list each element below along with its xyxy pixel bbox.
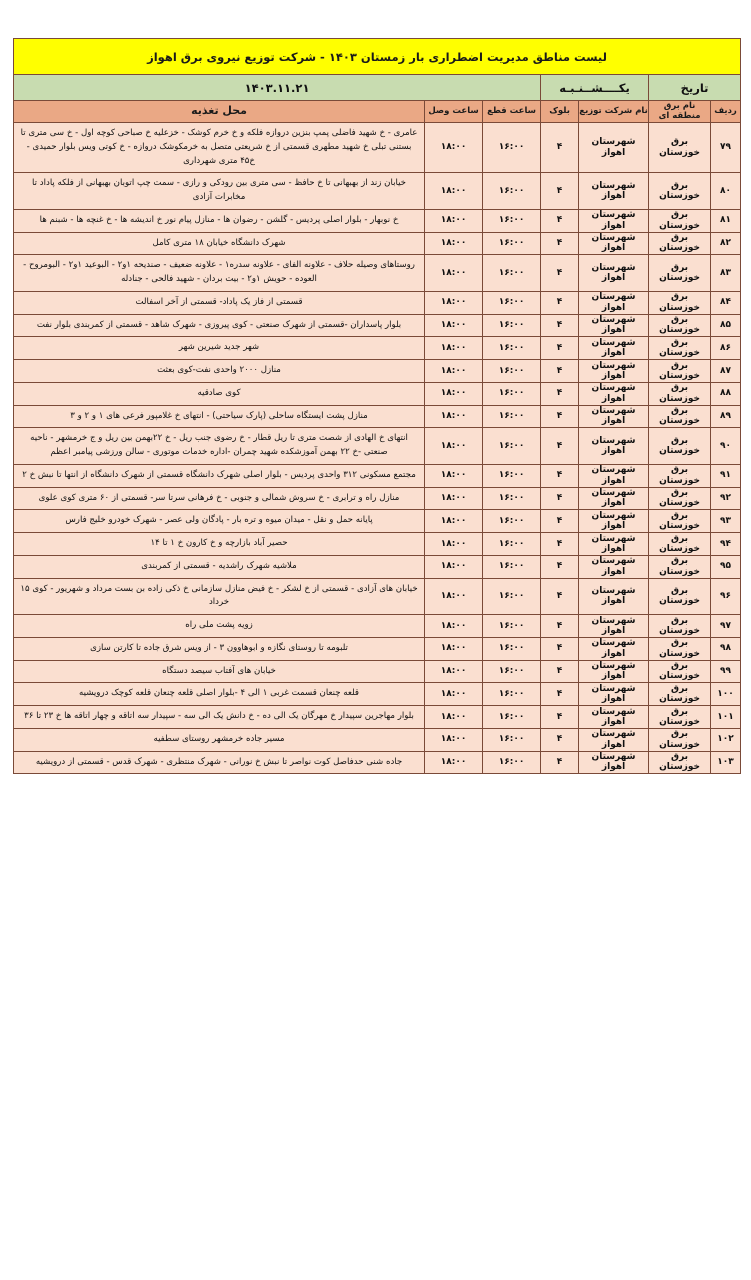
- cell-time-on: ۱۸:۰۰: [425, 578, 483, 615]
- column-header-time-off: ساعت قطع: [483, 101, 541, 123]
- cell-region: برق خوزستان: [649, 314, 711, 337]
- cell-region: برق خوزستان: [649, 464, 711, 487]
- cell-company: شهرستان اهواز: [579, 751, 649, 774]
- cell-time-on: ۱۸:۰۰: [425, 533, 483, 556]
- cell-description: شهر جدید شیرین شهر: [14, 337, 425, 360]
- cell-time-on: ۱۸:۰۰: [425, 173, 483, 210]
- cell-row-no: ۸۶: [711, 337, 741, 360]
- cell-company: شهرستان اهواز: [579, 510, 649, 533]
- column-header-block: بلوک: [541, 101, 579, 123]
- table-row: [14, 555, 741, 578]
- cell-region: برق خوزستان: [649, 232, 711, 255]
- cell-row-no: ۸۹: [711, 405, 741, 428]
- cell-time-on: ۱۸:۰۰: [425, 232, 483, 255]
- cell-time-on: ۱۸:۰۰: [425, 510, 483, 533]
- cell-description: کوی صادقیه: [14, 382, 425, 405]
- cell-company: شهرستان اهواز: [579, 337, 649, 360]
- cell-description: انتهای خ الهادی از شصت متری تا ریل قطار - خ رضوی جنب ریل - خ ۲۲بهمن بین ریل و ج خرمشهر - ناحیه صنعتی -خ ۲۲ بهمن آموزشکده شهید چمران -اداره خدمات موتوری - سالن ورزشی پیامبر اعظم: [14, 428, 425, 465]
- cell-time-on: ۱۸:۰۰: [425, 728, 483, 751]
- cell-time-on: ۱۸:۰۰: [425, 314, 483, 337]
- cell-time-on: ۱۸:۰۰: [425, 683, 483, 706]
- cell-time-on: ۱۸:۰۰: [425, 255, 483, 292]
- date-weekday: یکــــشــنـبـه: [541, 75, 649, 101]
- cell-region: برق خوزستان: [649, 751, 711, 774]
- cell-block: ۴: [541, 405, 579, 428]
- table-row: [14, 382, 741, 405]
- cell-time-off: ۱۶:۰۰: [483, 428, 541, 465]
- cell-time-off: ۱۶:۰۰: [483, 123, 541, 173]
- cell-block: ۴: [541, 255, 579, 292]
- cell-time-off: ۱۶:۰۰: [483, 360, 541, 383]
- cell-time-on: ۱۸:۰۰: [425, 405, 483, 428]
- cell-description: بلوار پاسداران -قسمتی از شهرک صنعتی - کوی پیروزی - شهرک شاهد - قسمتی از کمربندی بلوار نفت: [14, 314, 425, 337]
- table-row: [14, 405, 741, 428]
- cell-company: شهرستان اهواز: [579, 555, 649, 578]
- cell-description: حصیر آباد بازارچه و خ کارون خ ۱ تا ۱۴: [14, 533, 425, 556]
- cell-row-no: ۹۲: [711, 487, 741, 510]
- cell-time-off: ۱۶:۰۰: [483, 728, 541, 751]
- cell-description: جاده شنی حدفاصل کوت نواصر تا نبش خ نورانی - شهرک منتظری - شهرک قدس - قسمتی از درویشیه: [14, 751, 425, 774]
- cell-time-on: ۱۸:۰۰: [425, 382, 483, 405]
- cell-row-no: ۸۱: [711, 209, 741, 232]
- cell-company: شهرستان اهواز: [579, 232, 649, 255]
- table-row: [14, 637, 741, 660]
- cell-row-no: ۸۷: [711, 360, 741, 383]
- cell-time-off: ۱۶:۰۰: [483, 405, 541, 428]
- cell-company: شهرستان اهواز: [579, 683, 649, 706]
- cell-company: شهرستان اهواز: [579, 405, 649, 428]
- cell-description: زویه پشت ملی راه: [14, 615, 425, 638]
- cell-company: شهرستان اهواز: [579, 533, 649, 556]
- cell-region: برق خوزستان: [649, 660, 711, 683]
- cell-time-off: ۱۶:۰۰: [483, 533, 541, 556]
- cell-row-no: ۹۸: [711, 637, 741, 660]
- cell-block: ۴: [541, 123, 579, 173]
- table-row: [14, 314, 741, 337]
- cell-block: ۴: [541, 728, 579, 751]
- cell-row-no: ۹۶: [711, 578, 741, 615]
- cell-company: شهرستان اهواز: [579, 382, 649, 405]
- cell-time-off: ۱۶:۰۰: [483, 209, 541, 232]
- cell-time-off: ۱۶:۰۰: [483, 337, 541, 360]
- page-title: لیست مناطق مدیریت اضطراری بار زمستان ۱۴۰۳ - شرکت توزیع نیروی برق اهواز: [14, 39, 741, 75]
- cell-block: ۴: [541, 232, 579, 255]
- cell-row-no: ۸۳: [711, 255, 741, 292]
- cell-description: خ نوبهار - بلوار اصلی پردیس - گلشن - رضوان ها - منازل پیام نور خ اندیشه ها - خ غنچه ها - شبنم ها: [14, 209, 425, 232]
- cell-region: برق خوزستان: [649, 637, 711, 660]
- cell-time-off: ۱۶:۰۰: [483, 464, 541, 487]
- cell-region: برق خوزستان: [649, 487, 711, 510]
- cell-time-on: ۱۸:۰۰: [425, 337, 483, 360]
- column-header-row: [14, 101, 741, 123]
- cell-time-on: ۱۸:۰۰: [425, 428, 483, 465]
- cell-time-off: ۱۶:۰۰: [483, 510, 541, 533]
- cell-company: شهرستان اهواز: [579, 464, 649, 487]
- cell-row-no: ۱۰۰: [711, 683, 741, 706]
- table-row: [14, 660, 741, 683]
- cell-description: منازل راه و ترابری - خ سروش شمالی و جنوبی - خ فرهانی سرتا سر- قسمتی از ۶۰ متری کوی علوی: [14, 487, 425, 510]
- cell-company: شهرستان اهواز: [579, 173, 649, 210]
- cell-time-off: ۱۶:۰۰: [483, 637, 541, 660]
- cell-company: شهرستان اهواز: [579, 314, 649, 337]
- cell-description: عامری - خ شهید فاضلی پمپ بنزین دروازه فلکه و خ خرم کوشک - خزعلیه خ صباحی کوچه اول - خ سی متری تا بستنی تبلی خ شهید مطهری قسمتی از خ شریعتی متصل به خرمکوشک دروازه - خ کوتی ویس بلوار حمیدی - خ۴۵ متری شهرداری: [14, 123, 425, 173]
- cell-time-off: ۱۶:۰۰: [483, 314, 541, 337]
- cell-company: شهرستان اهواز: [579, 428, 649, 465]
- cell-company: شهرستان اهواز: [579, 123, 649, 173]
- cell-region: برق خوزستان: [649, 173, 711, 210]
- cell-company: شهرستان اهواز: [579, 637, 649, 660]
- cell-row-no: ۸۴: [711, 291, 741, 314]
- cell-region: برق خوزستان: [649, 382, 711, 405]
- table-row: [14, 337, 741, 360]
- cell-time-on: ۱۸:۰۰: [425, 464, 483, 487]
- cell-time-on: ۱۸:۰۰: [425, 706, 483, 729]
- cell-time-off: ۱۶:۰۰: [483, 487, 541, 510]
- table-row: [14, 173, 741, 210]
- cell-block: ۴: [541, 510, 579, 533]
- cell-company: شهرستان اهواز: [579, 728, 649, 751]
- cell-block: ۴: [541, 291, 579, 314]
- cell-region: برق خوزستان: [649, 683, 711, 706]
- table-row: [14, 751, 741, 774]
- cell-company: شهرستان اهواز: [579, 255, 649, 292]
- column-header-description: محل تغذیه: [14, 101, 425, 123]
- cell-time-off: ۱۶:۰۰: [483, 578, 541, 615]
- cell-region: برق خوزستان: [649, 578, 711, 615]
- cell-block: ۴: [541, 428, 579, 465]
- cell-description: خیابان زند از بهبهانی تا خ حافظ - سی متری بین رودکی و رازی - سمت چپ اتوبان بهبهانی از فلکه پاداد تا مخابرات آزادی: [14, 173, 425, 210]
- date-row: [14, 75, 741, 101]
- cell-time-on: ۱۸:۰۰: [425, 291, 483, 314]
- cell-row-no: ۹۴: [711, 533, 741, 556]
- cell-time-off: ۱۶:۰۰: [483, 683, 541, 706]
- cell-region: برق خوزستان: [649, 405, 711, 428]
- cell-time-off: ۱۶:۰۰: [483, 615, 541, 638]
- cell-row-no: ۸۵: [711, 314, 741, 337]
- cell-row-no: ۸۲: [711, 232, 741, 255]
- cell-row-no: ۹۹: [711, 660, 741, 683]
- column-header-time-on: ساعت وصل: [425, 101, 483, 123]
- cell-time-on: ۱۸:۰۰: [425, 360, 483, 383]
- cell-time-on: ۱۸:۰۰: [425, 637, 483, 660]
- cell-row-no: ۸۰: [711, 173, 741, 210]
- cell-time-off: ۱۶:۰۰: [483, 706, 541, 729]
- cell-block: ۴: [541, 464, 579, 487]
- column-header-company: نام شرکت توزیع: [579, 101, 649, 123]
- column-header-region: نام برق منطقه ای: [649, 101, 711, 123]
- cell-description: منازل پشت ایستگاه ساحلی (پارک سیاحتی) - انتهای خ غلامپور فرعی های ۱ و ۲ و ۳: [14, 405, 425, 428]
- table-row: [14, 428, 741, 465]
- cell-company: شهرستان اهواز: [579, 578, 649, 615]
- cell-time-off: ۱۶:۰۰: [483, 291, 541, 314]
- cell-time-off: ۱۶:۰۰: [483, 232, 541, 255]
- cell-description: مجتمع مسکونی ۳۱۲ واحدی پردیس - بلوار اصلی شهرک دانشگاه قسمتی از شهرک دانشگاه از انتها تا نبش خ ۲: [14, 464, 425, 487]
- cell-time-on: ۱۸:۰۰: [425, 123, 483, 173]
- cell-row-no: ۹۵: [711, 555, 741, 578]
- cell-region: برق خوزستان: [649, 728, 711, 751]
- cell-time-on: ۱۸:۰۰: [425, 487, 483, 510]
- cell-description: منازل ۲۰۰۰ واحدی نفت-کوی بعثت: [14, 360, 425, 383]
- table-row: [14, 615, 741, 638]
- cell-description: قسمتی از فاز یک پاداد- قسمتی از آخر اسفالت: [14, 291, 425, 314]
- cell-row-no: ۹۳: [711, 510, 741, 533]
- date-value: ۱۴۰۳.۱۱.۲۱: [14, 75, 541, 101]
- table-row: [14, 706, 741, 729]
- table-row: [14, 123, 741, 173]
- cell-region: برق خوزستان: [649, 360, 711, 383]
- cell-company: شهرستان اهواز: [579, 487, 649, 510]
- cell-block: ۴: [541, 314, 579, 337]
- cell-row-no: ۱۰۲: [711, 728, 741, 751]
- cell-company: شهرستان اهواز: [579, 209, 649, 232]
- cell-block: ۴: [541, 487, 579, 510]
- title-row: [14, 39, 741, 75]
- cell-block: ۴: [541, 533, 579, 556]
- cell-row-no: ۹۱: [711, 464, 741, 487]
- cell-company: شهرستان اهواز: [579, 615, 649, 638]
- cell-region: برق خوزستان: [649, 555, 711, 578]
- cell-time-off: ۱۶:۰۰: [483, 382, 541, 405]
- table-row: [14, 291, 741, 314]
- cell-time-on: ۱۸:۰۰: [425, 555, 483, 578]
- cell-region: برق خوزستان: [649, 533, 711, 556]
- table-row: [14, 360, 741, 383]
- cell-time-off: ۱۶:۰۰: [483, 751, 541, 774]
- cell-block: ۴: [541, 337, 579, 360]
- cell-time-on: ۱۸:۰۰: [425, 751, 483, 774]
- cell-description: تلبومه تا روستای نگازه و ابوهاوون ۳ - از ویس شرق جاده تا کارتن سازی: [14, 637, 425, 660]
- table-row: [14, 533, 741, 556]
- cell-time-on: ۱۸:۰۰: [425, 615, 483, 638]
- cell-block: ۴: [541, 360, 579, 383]
- cell-description: روستاهای وصیله حلاف - علاونه الفای - علاونه سدره۱ - علاونه ضعیف - صندیحه ۱و۲ - البوعید ۱و۲ - البومروح - العوده - حویش ۱و۲ - بیت بردان - شهید فالحی - جنادله: [14, 255, 425, 292]
- cell-description: پایانه حمل و نقل - میدان میوه و تره بار - پادگان ولی عصر - شهرک خودرو خلیج فارس: [14, 510, 425, 533]
- cell-company: شهرستان اهواز: [579, 706, 649, 729]
- cell-company: شهرستان اهواز: [579, 360, 649, 383]
- table-row: [14, 255, 741, 292]
- column-header-row-no: ردیف: [711, 101, 741, 123]
- cell-row-no: ۸۸: [711, 382, 741, 405]
- cell-time-on: ۱۸:۰۰: [425, 660, 483, 683]
- table-body: [14, 39, 741, 774]
- cell-region: برق خوزستان: [649, 291, 711, 314]
- cell-time-off: ۱۶:۰۰: [483, 173, 541, 210]
- cell-block: ۴: [541, 173, 579, 210]
- cell-region: برق خوزستان: [649, 615, 711, 638]
- cell-region: برق خوزستان: [649, 209, 711, 232]
- table-row: [14, 464, 741, 487]
- cell-block: ۴: [541, 683, 579, 706]
- cell-region: برق خوزستان: [649, 123, 711, 173]
- table-row: [14, 487, 741, 510]
- cell-block: ۴: [541, 615, 579, 638]
- cell-time-off: ۱۶:۰۰: [483, 255, 541, 292]
- cell-time-on: ۱۸:۰۰: [425, 209, 483, 232]
- cell-block: ۴: [541, 706, 579, 729]
- cell-block: ۴: [541, 660, 579, 683]
- outage-schedule-table: [13, 38, 741, 774]
- cell-block: ۴: [541, 209, 579, 232]
- cell-block: ۴: [541, 637, 579, 660]
- cell-description: مسیر جاده خرمشهر روستای سطفیه: [14, 728, 425, 751]
- cell-block: ۴: [541, 578, 579, 615]
- cell-region: برق خوزستان: [649, 337, 711, 360]
- cell-time-off: ۱۶:۰۰: [483, 660, 541, 683]
- cell-block: ۴: [541, 555, 579, 578]
- cell-description: شهرک دانشگاه خیابان ۱۸ متری کامل: [14, 232, 425, 255]
- cell-region: برق خوزستان: [649, 428, 711, 465]
- cell-description: ملاشیه شهرک راشدیه - قسمتی از کمربندی: [14, 555, 425, 578]
- cell-region: برق خوزستان: [649, 706, 711, 729]
- cell-company: شهرستان اهواز: [579, 660, 649, 683]
- cell-block: ۴: [541, 382, 579, 405]
- table-row: [14, 728, 741, 751]
- date-label: تاریخ: [649, 75, 741, 101]
- table-row: [14, 510, 741, 533]
- table-row: [14, 232, 741, 255]
- table-row: [14, 683, 741, 706]
- cell-row-no: ۹۰: [711, 428, 741, 465]
- cell-row-no: ۹۷: [711, 615, 741, 638]
- cell-block: ۴: [541, 751, 579, 774]
- cell-description: بلوار مهاجرین سپیدار خ مهرگان یک الی ده - خ دانش یک الی سه - سپیدار سه اتاقه و چهار اتاقه ها خ ۲۳ تا ۳۶: [14, 706, 425, 729]
- cell-row-no: ۱۰۳: [711, 751, 741, 774]
- cell-description: خیابان های آفتاب سیصد دستگاه: [14, 660, 425, 683]
- cell-region: برق خوزستان: [649, 255, 711, 292]
- cell-company: شهرستان اهواز: [579, 291, 649, 314]
- cell-time-off: ۱۶:۰۰: [483, 555, 541, 578]
- cell-region: برق خوزستان: [649, 510, 711, 533]
- cell-row-no: ۷۹: [711, 123, 741, 173]
- cell-description: قلعه چنعان قسمت غربی ۱ الی ۴ -بلوار اصلی قلعه چنعان قلعه کوچک درویشیه: [14, 683, 425, 706]
- cell-description: خیابان های آزادی - قسمتی از خ لشکر - خ فیض منازل سازمانی خ ذکی زاده بن بست مرداد و شهریور - کوی ۱۵ خرداد: [14, 578, 425, 615]
- table-row: [14, 578, 741, 615]
- cell-row-no: ۱۰۱: [711, 706, 741, 729]
- table-row: [14, 209, 741, 232]
